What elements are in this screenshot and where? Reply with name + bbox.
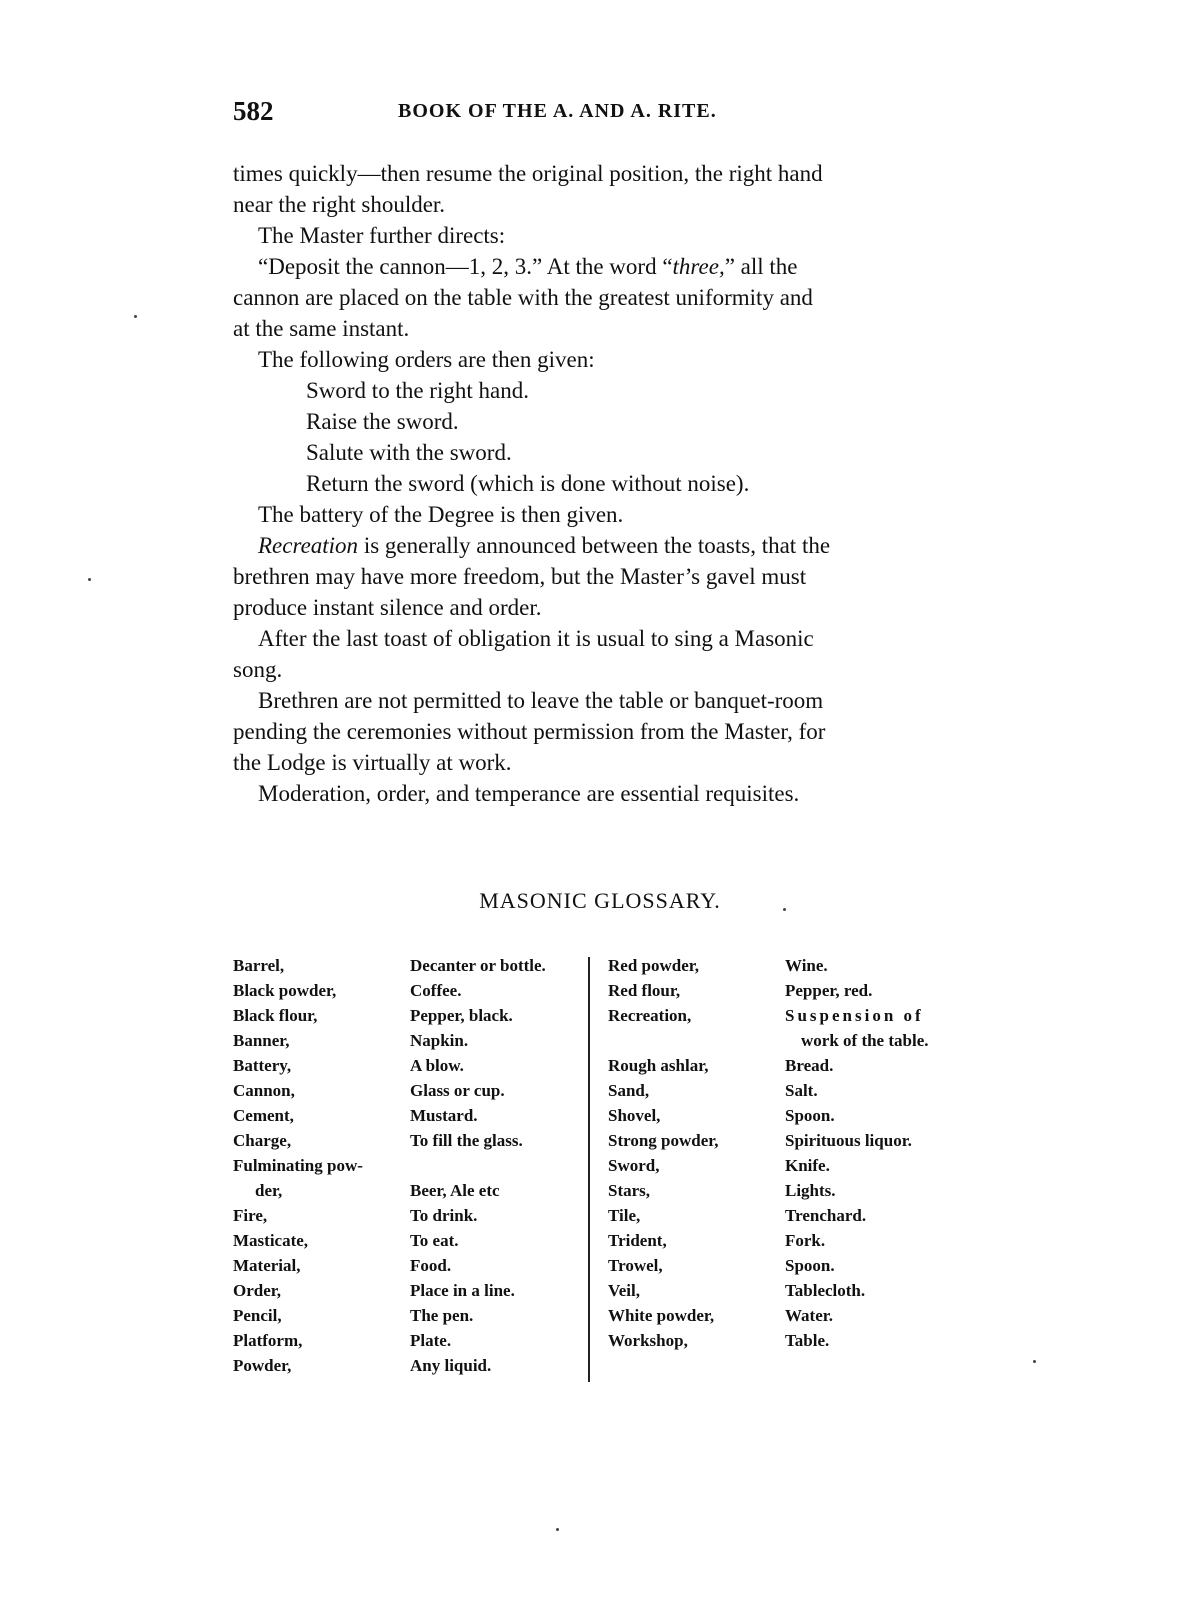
paragraph-line: Brethren are not permitted to leave the table or banquet-room: [258, 688, 824, 713]
speck: [783, 908, 786, 911]
glossary-meaning: Beer, Ale etc: [410, 1181, 500, 1200]
paragraph-text: is generally announced between the toasts, that the: [358, 533, 831, 558]
glossary-meaning: Trenchard.: [785, 1206, 867, 1225]
glossary-meaning: Coffee.: [410, 981, 462, 1000]
glossary-meaning: Glass or cup.: [410, 1081, 505, 1100]
paragraph-line: at the same instant.: [233, 316, 410, 341]
glossary-term: Black powder,: [233, 981, 337, 1000]
glossary-meaning: To fill the glass.: [410, 1131, 523, 1150]
glossary-title: MASONIC GLOSSARY.: [479, 888, 721, 913]
speck: [1033, 1360, 1036, 1363]
glossary-meaning: Spoon.: [785, 1106, 835, 1125]
glossary-meaning: Bread.: [785, 1056, 834, 1075]
glossary-term: Veil,: [608, 1281, 640, 1300]
quote-text: ” all the: [724, 254, 798, 279]
glossary-term: Shovel,: [608, 1106, 661, 1125]
glossary-term: Cement,: [233, 1106, 294, 1125]
glossary-term: der,: [255, 1181, 283, 1200]
glossary-meaning: Tablecloth.: [785, 1281, 866, 1300]
glossary-meaning: Spoon.: [785, 1256, 835, 1275]
glossary-term: Black flour,: [233, 1006, 318, 1025]
paragraph-line: The following orders are then given:: [258, 347, 595, 372]
glossary-meaning: Knife.: [785, 1156, 830, 1175]
column-divider: [588, 957, 590, 1382]
glossary-meaning: To eat.: [410, 1231, 459, 1250]
glossary-meaning: [410, 1153, 546, 1178]
running-head: BOOK OF THE A. AND A. RITE.: [398, 100, 717, 122]
glossary-term: Recreation,: [608, 1006, 692, 1025]
glossary-meaning: Place in a line.: [410, 1281, 515, 1300]
page-header: [233, 96, 973, 136]
glossary-term: Strong powder,: [608, 1131, 719, 1150]
glossary-meaning: Mustard.: [410, 1106, 478, 1125]
glossary-term: Fire,: [233, 1206, 268, 1225]
glossary-meaning: Napkin.: [410, 1031, 469, 1050]
glossary-meaning: work of the table.: [801, 1031, 929, 1050]
glossary-term: Trident,: [608, 1231, 667, 1250]
order-line: Raise the sword.: [306, 409, 459, 434]
paragraph-line: near the right shoulder.: [233, 192, 446, 217]
glossary-meaning: A blow.: [410, 1056, 464, 1075]
paragraph-line: After the last toast of obligation it is usual to sing a Masonic: [258, 626, 814, 651]
glossary-right-terms: [608, 953, 719, 1353]
glossary-term: White powder,: [608, 1306, 715, 1325]
glossary-term: Red flour,: [608, 981, 681, 1000]
glossary-meaning: Spirituous liquor.: [785, 1131, 912, 1150]
glossary-term: Rough ashlar,: [608, 1056, 709, 1075]
paragraph-line: pending the ceremonies without permission from the Master, for: [233, 719, 826, 744]
glossary-term: Masticate,: [233, 1231, 309, 1250]
paragraph-line: cannon are placed on the table with the greatest uniformity and: [233, 285, 813, 310]
glossary-term: Order,: [233, 1281, 282, 1300]
glossary-meaning: Pepper, black.: [410, 1006, 513, 1025]
italic-word: Recreation: [258, 533, 359, 558]
glossary-meaning: Pepper, red.: [785, 981, 873, 1000]
glossary-term: Stars,: [608, 1181, 651, 1200]
quote-text: “Deposit the cannon—1, 2, 3.” At the word “: [258, 254, 673, 279]
glossary-meaning: Plate.: [410, 1331, 452, 1350]
glossary-meaning: Decanter or bottle.: [410, 956, 546, 975]
glossary-right-meanings: [785, 953, 928, 1353]
paragraph-line: [233, 251, 967, 282]
glossary-term: Barrel,: [233, 956, 285, 975]
glossary-term: Cannon,: [233, 1081, 295, 1100]
glossary-term: Banner,: [233, 1031, 290, 1050]
glossary-term: Tile,: [608, 1206, 641, 1225]
italic-word: three,: [672, 254, 725, 279]
paragraph-line: song.: [233, 657, 283, 682]
glossary-term: Platform,: [233, 1331, 303, 1350]
order-line: Return the sword (which is done without noise).: [306, 471, 750, 496]
glossary-meaning: Any liquid.: [410, 1356, 492, 1375]
glossary-meaning: Salt.: [785, 1081, 818, 1100]
body-text: [233, 158, 967, 809]
glossary-meaning: Food.: [410, 1256, 452, 1275]
glossary-meaning: Table.: [785, 1331, 830, 1350]
glossary-meaning: Water.: [785, 1306, 834, 1325]
paragraph-line: produce instant silence and order.: [233, 595, 542, 620]
paragraph-line: [233, 530, 967, 561]
speck: [556, 1528, 559, 1531]
glossary-term: [608, 1028, 719, 1053]
order-line: Sword to the right hand.: [306, 378, 529, 403]
glossary-meaning: To drink.: [410, 1206, 478, 1225]
glossary-term: Battery,: [233, 1056, 292, 1075]
glossary-term: Sand,: [608, 1081, 650, 1100]
paragraph-line: the Lodge is virtually at work.: [233, 750, 512, 775]
glossary-meaning: Lights.: [785, 1181, 836, 1200]
glossary-left-meanings: [410, 953, 546, 1378]
glossary-term: Workshop,: [608, 1331, 688, 1350]
paragraph-line: Moderation, order, and temperance are essential requisites.: [258, 781, 800, 806]
glossary-left-terms: [233, 953, 363, 1378]
paragraph-line: The battery of the Degree is then given.: [258, 502, 624, 527]
glossary-table: [233, 953, 973, 1383]
glossary-term: Pencil,: [233, 1306, 282, 1325]
glossary-meaning: The pen.: [410, 1306, 474, 1325]
glossary-term: Charge,: [233, 1131, 292, 1150]
paragraph-line: The Master further directs:: [258, 223, 506, 248]
glossary-term: Fulminating pow-: [233, 1156, 363, 1175]
glossary-meaning: Suspension of: [785, 1006, 924, 1025]
speck: [88, 578, 91, 581]
glossary-term: Powder,: [233, 1356, 292, 1375]
paragraph-line: brethren may have more freedom, but the Master’s gavel must: [233, 564, 807, 589]
glossary-term: Trowel,: [608, 1256, 663, 1275]
glossary-term: Material,: [233, 1256, 301, 1275]
glossary-meaning: Wine.: [785, 956, 828, 975]
page-number: 582: [233, 96, 274, 126]
glossary-meaning: Fork.: [785, 1231, 826, 1250]
order-line: Salute with the sword.: [306, 440, 512, 465]
speck: [134, 315, 137, 318]
glossary-term: Red powder,: [608, 956, 699, 975]
glossary-term: Sword,: [608, 1156, 660, 1175]
paragraph-line: times quickly—then resume the original position, the right hand: [233, 161, 823, 186]
